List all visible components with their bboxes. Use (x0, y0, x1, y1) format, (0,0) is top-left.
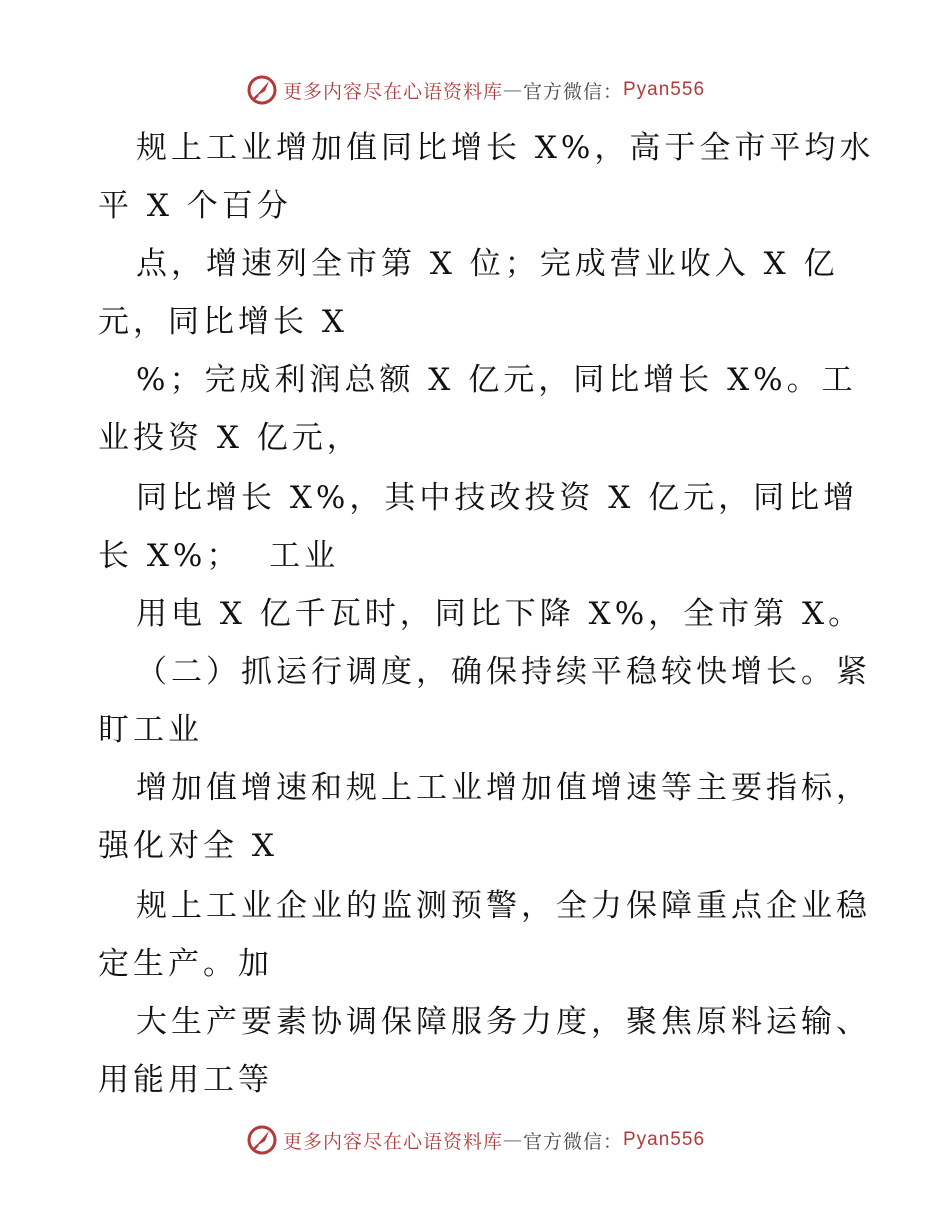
text-line: 定生产。加 (98, 946, 273, 982)
text-line: %；完成利润总额 X 亿元，同比增长 X%。工 (136, 362, 857, 398)
text-line: 点，增速列全市第 X 位；完成营业收入 X 亿 (136, 246, 839, 282)
watermark-account: Pyan556 (623, 79, 706, 100)
watermark-footer (0, 1120, 950, 1160)
text-line: 平 X 个百分 (98, 188, 292, 224)
watermark-separator: — (502, 79, 523, 101)
text-line: 盯工业 (98, 712, 203, 748)
text-line: 增加值增速和规上工业增加值增速等主要指标， (136, 770, 871, 806)
text-line: 元，同比增长 X (98, 304, 348, 340)
watermark-label: 官方微信： (522, 80, 623, 103)
watermark-text: 更多内容尽在心语资料库 (282, 80, 503, 103)
text-line: 强化对全 X (98, 828, 278, 864)
watermark-text: 更多内容尽在心语资料库 (282, 1130, 503, 1153)
text-line: 大生产要素协调保障服务力度，聚焦原料运输、 (136, 1004, 871, 1040)
text-line: 规上工业增加值同比增长 X%，高于全市平均水 (136, 130, 875, 166)
watermark-label: 官方微信： (522, 1130, 623, 1153)
text-line: 用电 X 亿千瓦时，同比下降 X%，全市第 X。 (136, 596, 864, 632)
text-line: 业投资 X 亿元， (98, 420, 362, 456)
text-line: （二）抓运行调度，确保持续平稳较快增长。紧 (136, 654, 871, 690)
text-line: 规上工业企业的监测预警，全力保障重点企业稳 (136, 888, 871, 924)
text-line: 同比增长 X%，其中技改投资 X 亿元，同比增 (136, 480, 859, 516)
watermark-separator: — (502, 1129, 523, 1151)
text-line: 用能用工等 (98, 1062, 273, 1098)
quill-logo-icon (245, 73, 279, 107)
quill-logo-icon (245, 1123, 279, 1157)
watermark-account: Pyan556 (623, 1129, 706, 1150)
text-line: 长 X%； 工业 (98, 538, 340, 574)
watermark-header (0, 70, 950, 110)
